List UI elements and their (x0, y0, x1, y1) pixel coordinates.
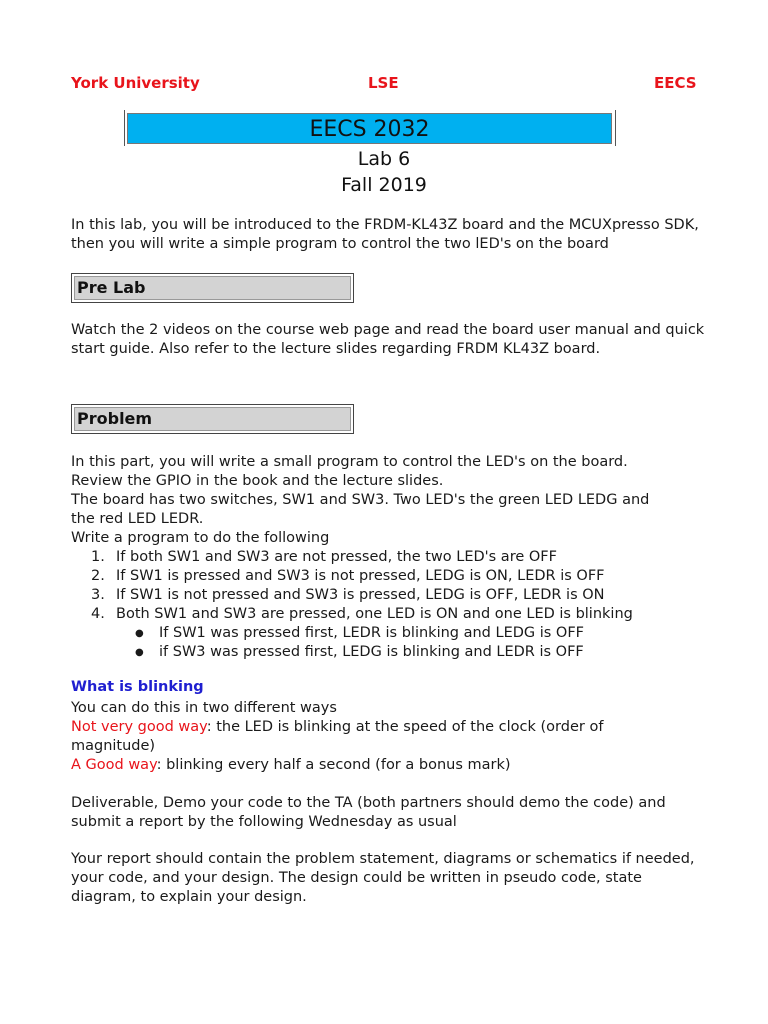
bad-way-label: Not very good way (71, 719, 207, 735)
list-item: 1. If both SW1 and SW3 are not pressed, the two LED's are OFF (91, 549, 557, 565)
list-item: 3. If SW1 is not pressed and SW3 is pressed, LEDG is OFF, LEDR is ON (91, 587, 605, 603)
requirements-list (71, 548, 731, 624)
blinking-heading: What is blinking (71, 679, 204, 695)
blinking-intro: You can do this in two different ways (71, 700, 337, 716)
report-paragraph: Your report should contain the problem statement, diagrams or schematics if needed, your code, and your design. The design could be written in pseudo code, state diagram, to explain your design. (71, 851, 695, 905)
deliverable-paragraph: Deliverable, Demo your code to the TA (both partners should demo the code) and submit a report by the following Wednesday as usual (71, 795, 666, 830)
prelab-heading: Pre Lab (74, 276, 351, 300)
problem-line: the red LED LEDR. (71, 511, 204, 527)
header-program: EECS (654, 74, 697, 92)
header-department: LSE (368, 74, 399, 92)
problem-heading: Problem (74, 407, 351, 431)
list-item: 2. If SW1 is pressed and SW3 is not pressed, LEDG is ON, LEDR is OFF (91, 568, 605, 584)
list-item: ● if SW3 was pressed first, LEDG is blinking and LEDR is OFF (135, 644, 584, 660)
problem-section-header (71, 404, 354, 434)
bullet-icon: ● (135, 628, 144, 639)
header-university: York University (71, 74, 200, 92)
bullet-icon: ● (135, 647, 144, 658)
good-way (71, 756, 671, 775)
problem-line: Write a program to do the following (71, 530, 330, 546)
blinking-cases-list (71, 624, 731, 662)
lab-number: Lab 6 (357, 148, 411, 170)
course-title: EECS 2032 (127, 113, 612, 144)
problem-text (71, 453, 731, 548)
problem-line: The board has two switches, SW1 and SW3. Two LED's the green LED LEDG and (71, 492, 650, 508)
list-item: ● If SW1 was pressed first, LEDR is blinking and LEDG is OFF (135, 625, 585, 641)
prelab-section-header (71, 273, 354, 303)
bad-way (71, 718, 671, 756)
problem-line: In this part, you will write a small program to control the LED's on the board. (71, 454, 628, 470)
term: Fall 2019 (341, 174, 427, 196)
good-way-text: : blinking every half a second (for a bonus mark) (156, 757, 511, 773)
prelab-paragraph: Watch the 2 videos on the course web page and read the board user manual and quick start guide. Also refer to the lecture slides regarding FRDM KL43Z board. (71, 322, 705, 357)
problem-line: Review the GPIO in the book and the lecture slides. (71, 473, 444, 489)
intro-paragraph: In this lab, you will be introduced to the FRDM-KL43Z board and the MCUXpresso SDK, then you will write a simple program to control the two lED's on the board (71, 217, 699, 252)
list-item: 4. Both SW1 and SW3 are pressed, one LED is ON and one LED is blinking (91, 606, 633, 622)
good-way-label: A Good way (71, 757, 157, 773)
bad-way-text: : the LED is blinking at the speed of the clock (order of magnitude) (71, 719, 604, 754)
blinking-text (71, 699, 671, 775)
